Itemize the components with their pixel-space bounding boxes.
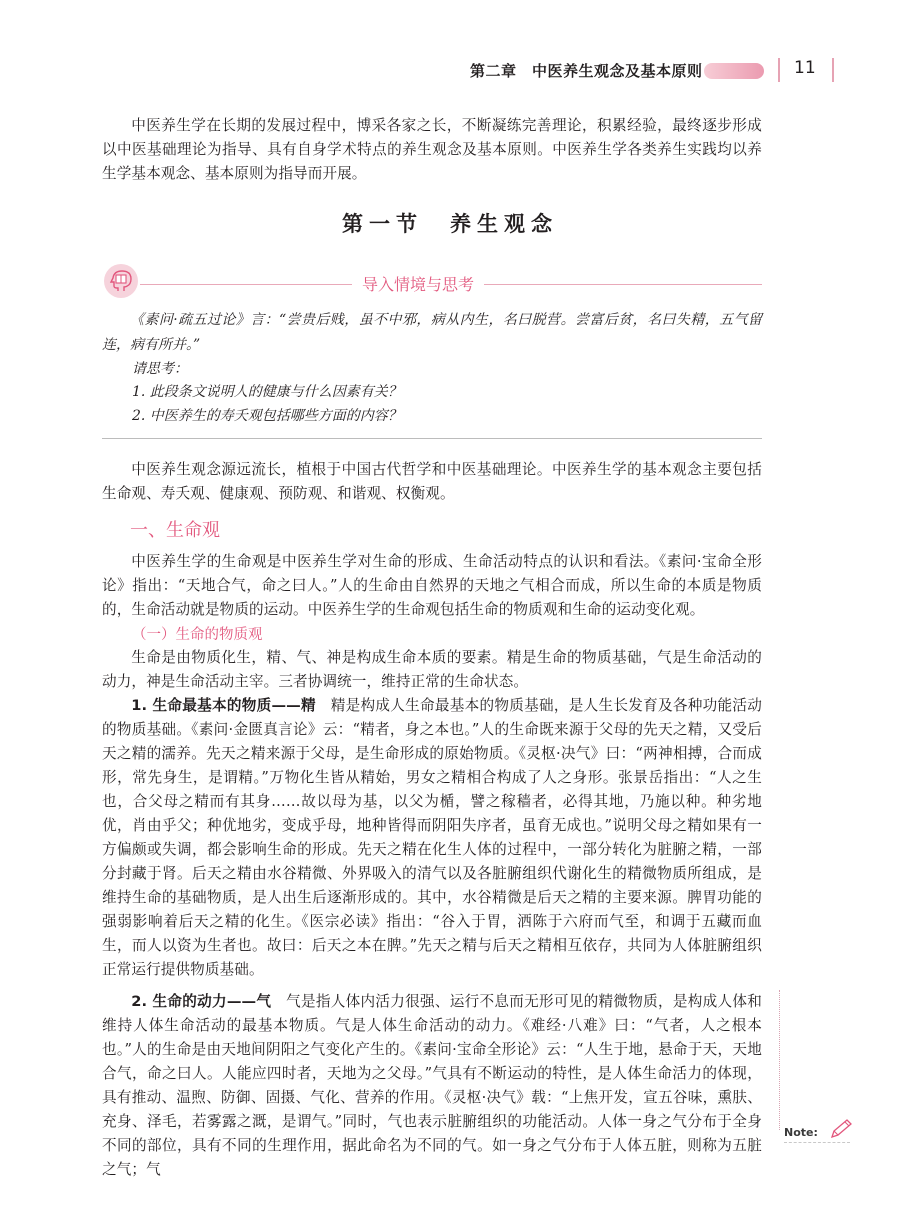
pencil-icon xyxy=(828,1118,854,1140)
note-writing-line xyxy=(784,1142,850,1143)
item-qi xyxy=(102,990,762,1182)
section-title: 第一节 养生观念 xyxy=(342,212,558,236)
think-prompt: 请思考： xyxy=(132,361,188,377)
question-item: 2. 中医养生的寿夭观包括哪些方面的内容？ xyxy=(132,408,402,424)
item-qi-text: 气是指人体内活力很强、运行不息而无形可见的精微物质，是构成人体和维持人体生命活动的最基本物质。气是人体生命活动的动力。《难经·八难》曰：“气者，人之根本也。”人的生命是由天地间阴阳之气变化产生的。《素问·宝命全形论》云：“人生于地，悬命于天，天地合气，命之曰人。人能应四时者，天地为之父母。”气具有不断运动的特性，是人体生命活力的体现，具有推动、温煦、防御、固摄、气化、营养的作用。《灵枢·决气》载：“上焦开发，宣五谷味，熏肤、充身、泽毛，若雾露之溉，是谓气。”同时，气也表示脏腑组织的功能活动。人体一身之气分布于全身不同的部位，具有不同的生理作用，据此命名为不同的气。如一身之气分布于人体五脏，则称为五脏之气；气 xyxy=(102,993,763,1178)
running-header-title: 第二章 中医养生观念及基本原则 xyxy=(470,62,703,80)
question-item: 1. 此段条文说明人的健康与什么因素有关？ xyxy=(132,384,402,400)
heading-life-view: 一、生命观 xyxy=(130,520,220,541)
item-essence xyxy=(102,694,762,982)
header-divider xyxy=(832,58,834,82)
head-book-icon xyxy=(104,264,138,298)
overview-paragraph: 中医养生观念源远流长，植根于中国古代哲学和中医基础理论。中医养生学的基本观念主要包括生命观、寿夭观、健康观、预防观、和谐观、权衡观。 xyxy=(102,461,762,502)
note-margin-dotted-line xyxy=(779,990,780,1130)
item-essence-label: 1. 生命最基本的物质——精 xyxy=(131,697,316,714)
page-number: 11 xyxy=(794,58,816,78)
matter-view-paragraph: 生命是由物质化生，精、气、神是构成生命本质的要素。精是生命的物质基础，气是生命活动的动力，神是生命活动主宰。三者协调统一，维持正常的生命状态。 xyxy=(102,649,762,690)
item-essence-text: 精是构成人生命最基本的物质基础，是人生长发育及各种功能活动的物质基础。《素问·金匮真言论》云：“精者，身之本也。”人的生命既来源于父母的先天之精，又受后天之精的濡养。先天之精来源于父母，是生命形成的原始物质。《灵枢·决气》曰：“两神相搏，合而成形，常先身生，是谓精。”万物化生皆从精始，男女之精相合构成了人之身形。张景岳指出：“人之生也，合父母之精而有其身……故以母为基，以父为楯，譬之稼穑者，必得其地，乃施以种。种劣地优，肖由乎父；种优地劣，变成乎母，地种皆得而阴阳失序者，虽育无成也。”说明父母之精如果有一方偏颇或失调，都会影响生命的形成。先天之精在化生人体的过程中，一部分转化为脏腑之精，一部分封藏于肾。后天之精由水谷精微、外界吸入的清气以及各脏腑组织代谢化生的精微物质所组成，是维持生命的基础物质，是人出生后逐渐形成的。其中，水谷精微是后天之精的主要来源。脾胃功能的强弱影响着后天之精的化生。《医宗必读》指出：“谷入于胃，洒陈于六府而气至，和调于五藏而血生，而人以资为生者也。故曰：后天之本在脾。”先天之精与后天之精相互依存，共同为人体脏腑组织正常运行提供物质基础。 xyxy=(102,697,763,978)
subheading-matter-view: （一）生命的物质观 xyxy=(132,627,263,643)
intro-box-bottom-rule xyxy=(102,438,762,439)
intro-paragraph: 中医养生学在长期的发展过程中，博采各家之长，不断凝练完善理论，积累经验，最终逐步形成以中医基础理论为指导、具有自身学术特点的养生观念及基本原则。中医养生学各类养生实践均以养生学基本观念、基本原则为指导而开展。 xyxy=(102,117,762,182)
header-divider xyxy=(778,58,780,82)
header-decoration-bar xyxy=(704,63,764,79)
item-qi-label: 2. 生命的动力——气 xyxy=(131,993,272,1010)
intro-quote: 《素问·疏五过论》言：“尝贵后贱，虽不中邪，病从内生，名曰脱营。尝富后贫，名曰失精，五气留连，病有所并。” xyxy=(102,312,762,353)
note-label: Note: xyxy=(784,1126,818,1139)
life-view-paragraph: 中医养生学的生命观是中医养生学对生命的形成、生命活动特点的认识和看法。《素问·宝命全形论》指出：“天地合气，命之曰人。”人的生命由自然界的天地之气相合而成，所以生命的本质是物质的，生命活动就是物质的运动。中医养生学的生命观包括生命的物质观和生命的运动变化观。 xyxy=(102,553,762,618)
intro-box-title: 导入情境与思考 xyxy=(352,272,484,295)
